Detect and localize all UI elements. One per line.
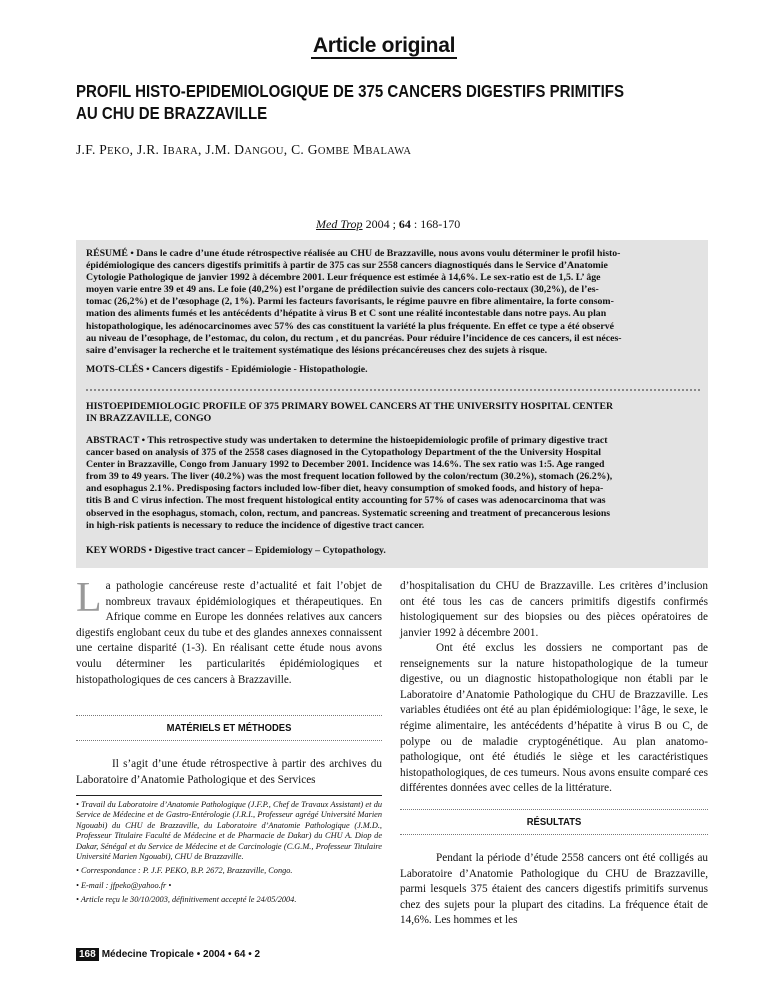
author-name: BALAWA [365, 146, 412, 157]
citation [316, 217, 460, 232]
section-tag [0, 34, 768, 58]
english-title-line: HISTOEPIDEMIOLOGIC PROFILE OF 375 PRIMARY BOWEL CANCERS AT THE UNIVERSITY HOSPITAL CENTER [86, 401, 614, 412]
english-abstract [86, 435, 700, 532]
drop-cap: L [76, 575, 102, 621]
page-footer [76, 949, 260, 960]
intro-paragraph [76, 575, 382, 688]
citation-volume: 64 [398, 217, 411, 231]
inclusion-paragraph: d’hospitalisation du CHU de Brazzaville. Les critères d’inclusion ont été tous les cas de cancers primitifs digestifs confirmés histologiquement sur des biopsies ou des pièces opératoires de janvier 1992 à décembre 2001. [400, 580, 708, 639]
resume-line: mation des aliments fumés et les antécédents d’hépatite à virus B et C sont une réalité incontestable dans notre pays. Au plan [86, 308, 607, 320]
abstract-line: cancer based on analysis of 375 of the 2558 cases diagnosed in the Cytopathology Department of the the University Hospital [86, 447, 601, 459]
author-name: OMBE [317, 146, 350, 157]
abstract-line: ABSTRACT • This retrospective study was undertaken to determine the histoepidemiologic profile of primary digestive tract [86, 435, 608, 446]
page-number: 168 [76, 948, 99, 961]
abstract-line: Center in Brazzaville, Congo from January 1992 to December 2001. Incidence was 14.6%. The sex ratio was 1:5. Age ranged [86, 459, 605, 471]
footnote-affiliation: • Travail du Laboratoire d’Anatomie Pathologique (J.F.P., Chef de Travaux Assistant) et du Service de Médecine et de Gastro-Entérologie (J.R.I., Professeur agrégé Université Marien Ngouabi) du CHU de Brazzaville, du Laboratoire d’Anatomie Pathologique (J.M.D., Professeur Titulaire Faculté de Médecine et de Pharmacie de Dakar) du CHU A. Diop de Dakar, Sénégal et du Service de Médecine et de Carcinologie (C.G.M., Professeur Titulaire Université Marien Ngouabi), CHU de Brazzaville. [76, 800, 382, 862]
footnote-email: • E-mail : jfpeko@yahoo.fr • [76, 880, 172, 890]
heading-rule [76, 715, 382, 716]
author-initials: J.R. I [136, 142, 168, 157]
author-name: ANGOU [244, 146, 284, 157]
citation-pages: : 168-170 [410, 217, 461, 231]
abstract-line: titis B and C virus infection. The most frequent histological entity accounting for 57% of cases was adenocarcinoma that was [86, 495, 606, 507]
heading-rule [400, 809, 708, 810]
title-line: AU CHU DE BRAZZAVILLE [76, 103, 268, 123]
resume-line: épidémiologique des cancers digestifs primitifs à partir de 375 cas sur 2558 cancers diagnostiqués dans le Service d’Anatomie [86, 260, 608, 272]
abstract-line: in high-risk patients is necessary to reduce the incidence of digestive tract cancer. [86, 519, 425, 531]
results-paragraph: Pendant la période d’étude 2558 cancers ont été colligés au Laboratoire d’Anatomie Pathologique du CHU de Brazzaville, parmi lesquels 375 étaient des cancers digestifs primitifs survenus chez des sujets pour la plupart des citadins. La fréquence était de 14,6%. Les hommes et les [400, 852, 708, 927]
heading-rule [76, 740, 382, 741]
mots-cles: MOTS-CLÉS • Cancers digestifs - Epidémiologie - Histopathologie. [86, 364, 368, 375]
author-initials: C. G [291, 142, 318, 157]
abstract-divider [86, 389, 700, 391]
author-initials: J.M. D [205, 142, 245, 157]
resume-label: RÉSUMÉ • [86, 248, 137, 259]
resume-line: au niveau de l’œsophage, de l’estomac, du colon, du rectum , et du pancréas. Pour réduire l’incidence de ces cancers, il est néces- [86, 332, 622, 344]
exclusion-paragraph: Ont été exclus les dossiers ne comportant pas de renseignements sur la nature histopathologique de la tumeur digestive, ou un diagnostic histopathologique non établi par le Laboratoire d’Anatomie Pathologique du CHU de Brazzaville. Les variables étudiées ont été au plan épidémiologique: l’âge, le sexe, le régime alimentaire, les antécédents d’hépatite à virus B ou C, de polype ou de maladie cryptogénétique. Au plan anatomo-pathologique, ont été étudiés le siège et les caractéristiques histopathologiques, de ces tumeurs. Nous avons ensuite comparé ces différentes données avec celles de la littérature. [400, 642, 708, 795]
heading-rule [400, 834, 708, 835]
section-label: Article original [312, 34, 456, 57]
resume-line: RÉSUMÉ • Dans le cadre d’une étude rétrospective réalisée au CHU de Brazzaville, nous avons voulu déterminer le profil histo- [86, 248, 621, 259]
resume-line: histopathologique, les adénocarcinomes avec 57% des cas constituent la variété la plus fréquente. En effet ce type a été observé [86, 320, 614, 332]
title-line: PROFIL HISTO-EPIDEMIOLOGIQUE DE 375 CANCERS DIGESTIFS PRIMITIFS [76, 81, 625, 101]
citation-year: 2004 ; [362, 217, 399, 231]
abstract-line: observed in the esophagus, stomach, colon, rectum, and pancreas. Systematic screening and treatment of precancerous lesions [86, 507, 611, 519]
article-title [76, 80, 626, 124]
methods-paragraph: Il s’agit d’une étude rétrospective à partir des archives du Laboratoire d’Anatomie Pathologique et des Services [76, 758, 382, 786]
methods-heading: MATÉRIELS ET MÉTHODES [166, 722, 292, 734]
english-title-line: IN BRAZZAVILLE, CONGO [86, 413, 212, 425]
author-initials: M [349, 142, 366, 157]
key-words: KEY WORDS • Digestive tract cancer – Epidemiology – Cytopathology. [86, 545, 386, 556]
abstract-line: from 39 to 49 years. The liver (40.2%) was the most frequent location followed by the colon/rectum (30.2%), stomach (26.2%), [86, 471, 613, 483]
authors: J.F. PEKO, J.R. IBARA, J.M. DANGOU, C. GOMBE MBALAWA [76, 142, 412, 157]
resume-line: saire d’envisager la recherche et le traitement systématique des lésions précancéreuses chez des sujets à risque. [86, 344, 548, 356]
footnotes [76, 800, 382, 906]
resume-line: moyen varie entre 39 et 49 ans. Le foie (40,2%) est l’organe de prédilection suivie des cancers colo-rectaux (30,2%), de l’es- [86, 284, 599, 296]
resume-line: tomac (26,2%) et de l’œsophage (2, 1%). Parmi les facteurs favorisants, le régime pauvre en fibre alimentaire, la forte consom- [86, 296, 614, 308]
english-title [86, 401, 700, 425]
author-name: BARA [167, 146, 199, 157]
intro-text: a pathologie cancéreuse reste d’actualité et fait l’objet de nombreux travaux épidémiologiques et thérapeutiques. En Afrique comme en Europe les données relatives aux cancers digestifs englobant ceux du tube et des glandes annexes connaissent une certaine disparité (1-3). En réalisant cette étude nous avons voulu déterminer les particularités épidémiologiques et histopathologiques de ces cancers à Brazzaville. [76, 580, 382, 686]
resume-block [86, 248, 700, 357]
footnote-rule [76, 795, 382, 796]
resume-line: Cytologie Pathologique de janvier 1992 à décembre 2001. Leur fréquence est estimée à 14,6%. Le sex-ratio est de 1,5. L’ âge [86, 272, 601, 284]
abstract-line: and esophagus 2.1%. Predisposing factors included low-fiber diet, heavy consumption of smoked foods, and history of hepa- [86, 483, 604, 495]
citation-journal: Med Trop [316, 217, 363, 231]
footnote-correspondence: • Correspondance : P. J.F. PEKO, B.P. 2672, Brazzaville, Congo. [76, 866, 293, 876]
author-initials: J.F. P [76, 142, 108, 157]
footnote-received: • Article reçu le 30/10/2003, définitivement accepté le 24/05/2004. [76, 895, 297, 905]
footer-journal: Médecine Tropicale • 2004 • 64 • 2 [101, 949, 261, 960]
results-heading: RÉSULTATS [526, 816, 582, 828]
author-name: EKO [107, 146, 130, 157]
